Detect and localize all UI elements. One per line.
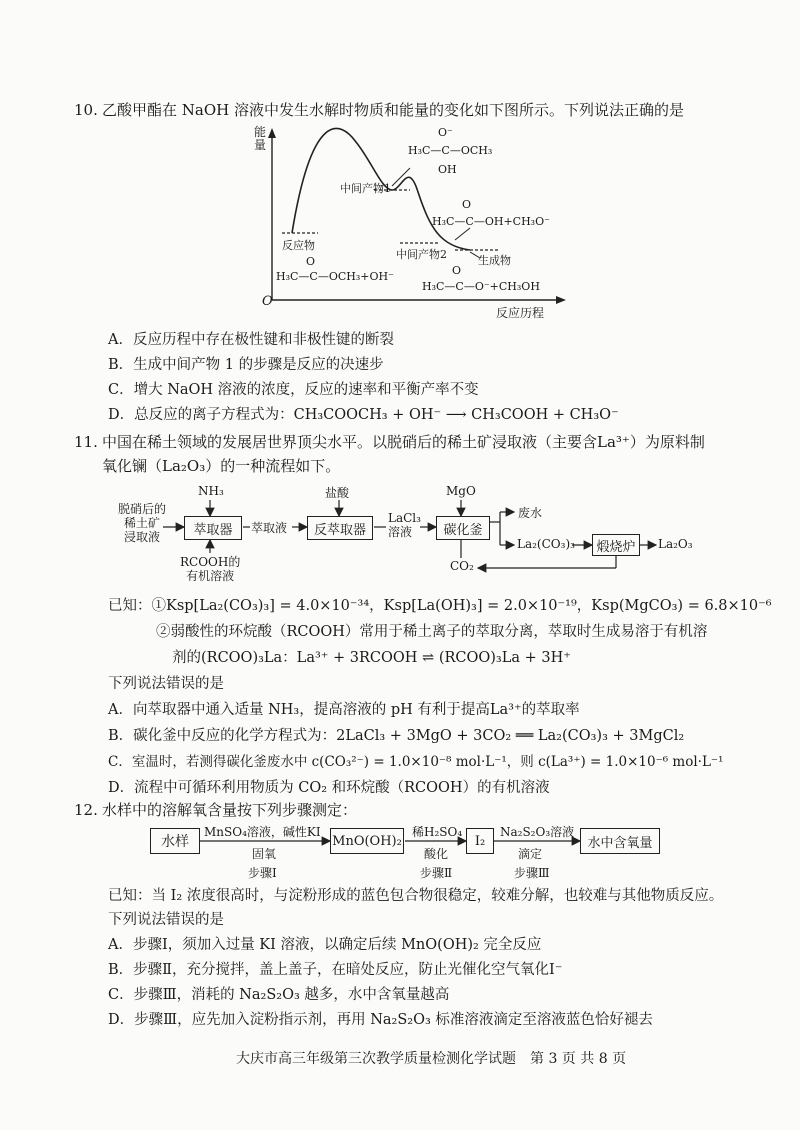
la2o3-label: La₂O₃ <box>658 537 693 551</box>
int2-label: 中间产物2 <box>396 248 447 261</box>
q12-option-b: B．步骤Ⅱ，充分搅拌，盖上盖子，在暗处反应，防止光催化空气氧化I⁻ <box>108 962 563 978</box>
product-label: 生成物 <box>478 254 511 267</box>
action2-label: 酸化 <box>424 847 449 861</box>
carbonator-box: 碳化釜 <box>436 516 490 540</box>
q11-option-b: B．碳化釜中反应的化学方程式为：2LaCl₃ + 3MgO + 3CO₂ ══ La₂(CO₃)₃ + 3MgCl₂ <box>108 728 685 744</box>
reactant-top: O <box>306 255 316 268</box>
q12-option-d: D．步骤Ⅲ，应先加入淀粉指示剂，再用 Na₂S₂O₃ 标准溶液滴定至溶液蓝色恰好褪去 <box>108 1012 653 1028</box>
back-extractor-box: 反萃取器 <box>307 516 373 540</box>
result-box: 水中含氧量 <box>580 828 660 854</box>
mnooh-box: MnO(OH)₂ <box>330 828 404 854</box>
q11-stem-line1: 中国在稀土领域的发展居世界顶尖水平。以脱硝后的稀土矿浸取液（主要含La³⁺）为原料制 <box>102 433 705 451</box>
q12-stem: 水样中的溶解氧含量按下列步骤测定： <box>102 801 358 819</box>
q11-known2b: 剂的(RCOO)₃La：La³⁺ + 3RCOOH ⇌ (RCOO)₃La + 3H⁺ <box>172 650 571 666</box>
reagent3-label: Na₂S₂O₃溶液 <box>500 825 575 839</box>
q10-option-d: D．总反应的离子方程式为：CH₃COOCH₃ + OH⁻ ⟶ CH₃COOH + CH₃O⁻ <box>108 407 619 423</box>
rcooh-line2: 有机溶液 <box>186 569 235 583</box>
step2-label: 步骤Ⅱ <box>420 866 453 880</box>
lacl3-line1: LaCl₃ <box>388 511 421 525</box>
energy-axis-label: 能量 <box>254 125 267 152</box>
step1-label: 步骤Ⅰ <box>248 866 277 880</box>
q12-option-a: A．步骤Ⅰ，须加入过量 KI 溶液，以确定后续 MnO(OH)₂ 完全反应 <box>108 937 542 953</box>
q11-option-c: C．室温时，若测得碳化釜废水中 c(CO₃²⁻) = 1.0×10⁻⁸ mol·L⁻¹，则 c(La³⁺) = 1.0×10⁻⁶ mol·L⁻¹ <box>108 754 724 770</box>
extractor-box: 萃取器 <box>184 516 242 540</box>
page-footer: 大庆市高三年级第三次教学质量检测化学试题 第 3 页 共 8 页 <box>236 1051 627 1067</box>
q11-known1: 已知：①Ksp[La₂(CO₃)₃] = 4.0×10⁻³⁴，Ksp[La(OH)₃] = 2.0×10⁻¹⁹，Ksp(MgCO₃) = 6.8×10⁻⁶ <box>108 598 772 614</box>
product-formula: H₃C—C—O⁻+CH₃OH <box>422 280 540 293</box>
reagent2-label: 稀H₂SO₄ <box>412 825 463 839</box>
q11-option-a: A．向萃取器中通入适量 NH₃，提高溶液的 pH 有利于提高La³⁺的萃取率 <box>108 702 580 718</box>
i2-box: I₂ <box>466 828 494 854</box>
feed-line1: 脱硝后的 <box>117 502 166 516</box>
extract-label: 萃取液 <box>251 521 288 535</box>
mgo-label: MgO <box>446 484 476 498</box>
int1-label: 中间产物1 <box>340 182 391 195</box>
q10-number: 10. <box>74 101 98 119</box>
origin-label: O <box>262 294 273 309</box>
q11-known2a: ②弱酸性的环烷酸（RCOOH）常用于稀土离子的萃取分离，萃取时生成易溶于有机溶 <box>156 624 708 640</box>
action3-label: 滴定 <box>518 847 543 861</box>
reagent1-label: MnSO₄溶液，碱性KI <box>204 825 321 839</box>
co2-label: CO₂ <box>450 559 474 573</box>
sample-box: 水样 <box>150 828 200 854</box>
q11-option-d: D．流程中可循环利用物质为 CO₂ 和环烷酸（RCOOH）的有机溶液 <box>108 780 550 796</box>
int1-top: O⁻ <box>438 126 453 139</box>
step3-label: 步骤Ⅲ <box>514 866 550 880</box>
q10-option-a: A．反应历程中存在极性键和非极性键的断裂 <box>108 332 394 348</box>
la2co3-label: La₂(CO₃)₃ <box>517 537 575 551</box>
reactant-formula: H₃C—C—OCH₃+OH⁻ <box>276 270 394 283</box>
q12-known: 已知：当 I₂ 浓度很高时，与淀粉形成的蓝色包合物很稳定，较难分解，也较难与其他物质反应。 <box>108 888 724 904</box>
feed-line3: 浸取液 <box>123 530 160 544</box>
q10-option-b: B．生成中间产物 1 的步骤是反应的决速步 <box>108 357 384 373</box>
q12-option-c: C．步骤Ⅲ，消耗的 Na₂S₂O₃ 越多，水中含氧量越高 <box>108 987 450 1003</box>
q11-stem-line2: 氧化镧（La₂O₃）的一种流程如下。 <box>102 457 341 475</box>
q12-prompt: 下列说法错误的是 <box>108 912 224 928</box>
reaction-axis-label: 反应历程 <box>496 306 545 320</box>
nh3-label: NH₃ <box>198 484 224 498</box>
action1-label: 固氧 <box>252 847 277 861</box>
q11-number: 11. <box>74 433 98 451</box>
furnace-box: 煅烧炉 <box>592 534 640 556</box>
reactant-label: 反应物 <box>282 239 315 252</box>
q10-stem: 乙酸甲酯在 NaOH 溶液中发生水解时物质和能量的变化如下图所示。下列说法正确的是 <box>102 101 684 119</box>
waste-label: 废水 <box>518 506 543 520</box>
product-top: O <box>452 264 462 277</box>
int2-top: O <box>462 198 472 211</box>
rcooh-line1: RCOOH的 <box>180 555 241 569</box>
lacl3-line2: 溶液 <box>388 525 413 539</box>
int1-formula: H₃C—C—OCH₃ <box>408 144 493 157</box>
q10-option-c: C．增大 NaOH 溶液的浓度，反应的速率和平衡产率不变 <box>108 382 479 398</box>
int2-formula: H₃C—C—OH+CH₃O⁻ <box>432 215 550 228</box>
feed-line2: 稀土矿 <box>123 516 160 530</box>
hcl-label: 盐酸 <box>325 486 350 500</box>
q11-prompt: 下列说法错误的是 <box>108 676 224 692</box>
q12-number: 12. <box>74 801 98 819</box>
int1-bottom: OH <box>438 163 457 176</box>
